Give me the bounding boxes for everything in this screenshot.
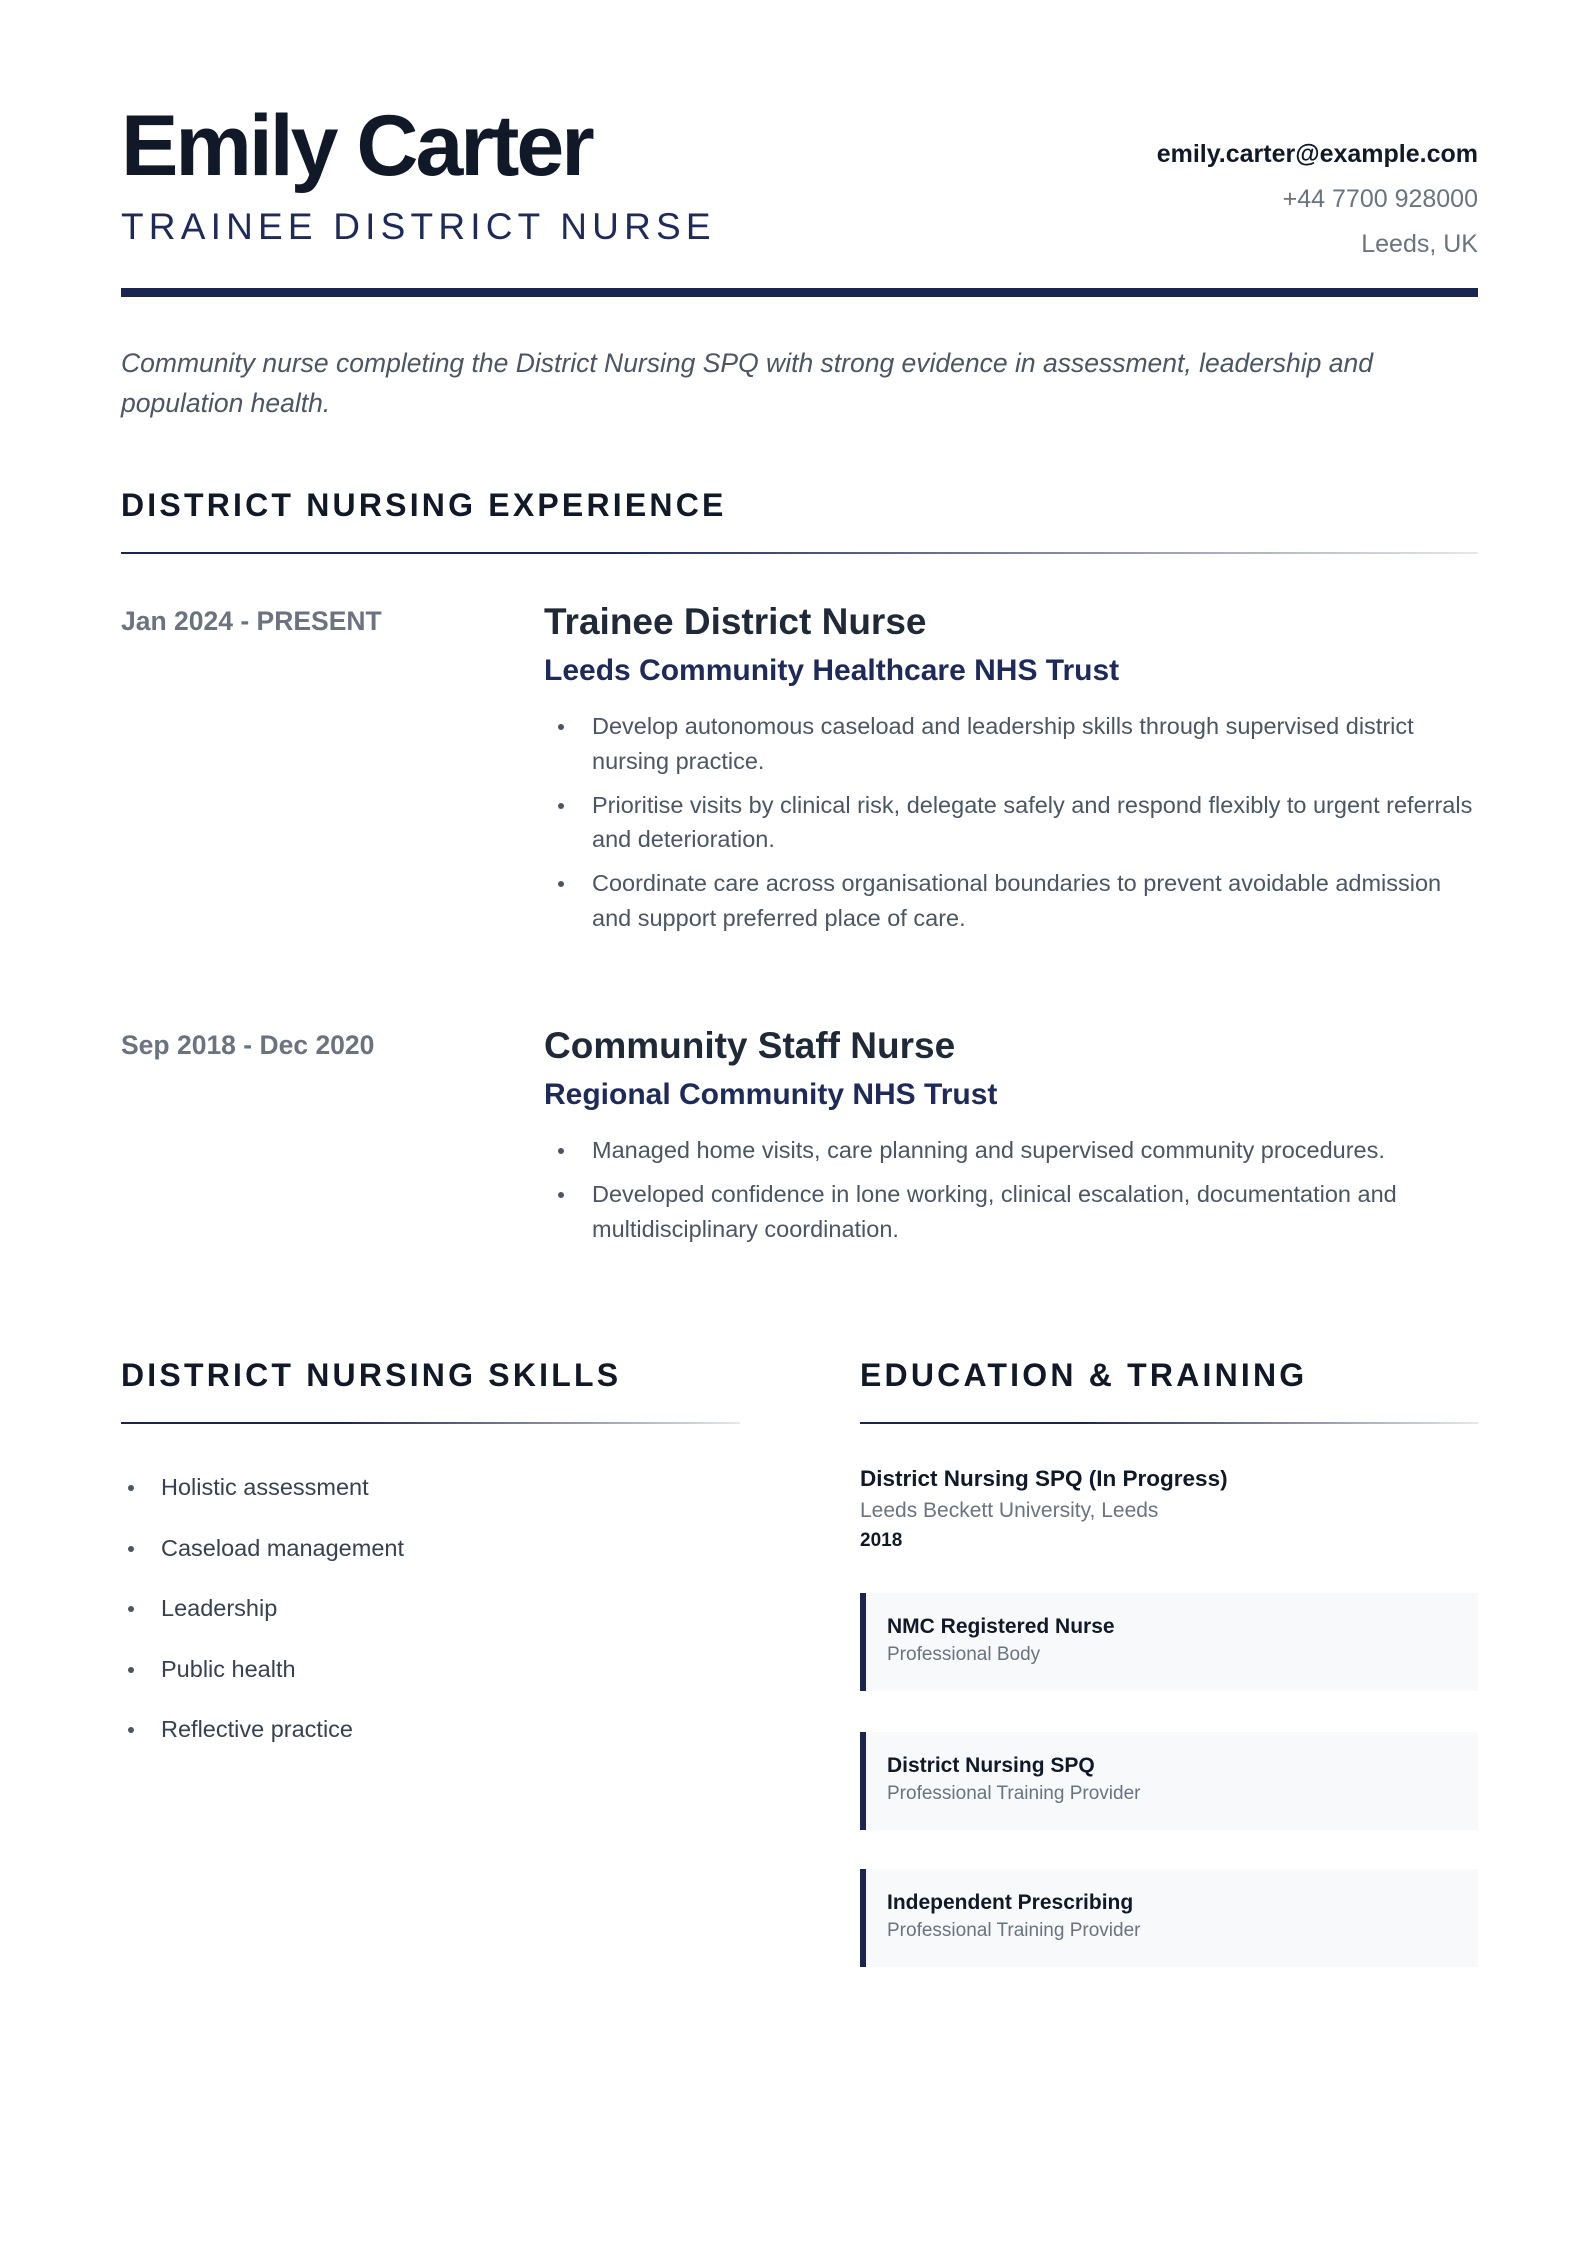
job-bullet: Prioritise visits by clinical risk, delegate safely and respond flexibly to urgent referrals and deterioration.	[544, 788, 1478, 857]
certification-title: NMC Registered Nurse	[887, 1615, 1115, 1638]
skills-list	[121, 1466, 740, 1769]
skill-item: Public health	[121, 1648, 740, 1709]
certification-provider: Professional Body	[887, 1644, 1041, 1665]
resume-page	[121, 0, 1478, 2246]
profile-summary: Community nurse completing the District Nursing SPQ with strong evidence in assessment, leadership and population health.	[121, 348, 1373, 418]
certification-title: District Nursing SPQ	[887, 1754, 1095, 1777]
experience-divider	[121, 552, 1478, 554]
contact-location: Leeds, UK	[1361, 230, 1478, 258]
header-divider	[121, 288, 1478, 297]
job-dates: Sep 2018 - Dec 2020	[121, 1030, 375, 1060]
skill-item: Reflective practice	[121, 1708, 740, 1769]
certification-provider: Professional Training Provider	[887, 1920, 1141, 1941]
education-entry	[860, 1464, 1478, 1554]
contact-phone[interactable]: +44 7700 928000	[1282, 185, 1478, 213]
contact-block	[1157, 132, 1478, 267]
education-heading: EDUCATION & TRAINING	[860, 1357, 1308, 1393]
candidate-name: Emily Carter	[121, 98, 592, 194]
education-institution: Leeds Beckett University, Leeds	[860, 1499, 1159, 1522]
job-bullet-list	[544, 1133, 1478, 1246]
job-role: Trainee District Nurse	[544, 601, 927, 642]
candidate-title: TRAINEE DISTRICT NURSE	[121, 206, 716, 247]
job-organisation: Regional Community NHS Trust	[544, 1078, 998, 1111]
certification-card	[860, 1869, 1478, 1967]
job-bullet-list	[544, 709, 1478, 935]
job-bullet: Managed home visits, care planning and supervised community procedures.	[544, 1133, 1478, 1168]
certification-card	[860, 1593, 1478, 1691]
job-dates: Jan 2024 - PRESENT	[121, 606, 382, 636]
education-year: 2018	[860, 1530, 903, 1551]
certification-card	[860, 1732, 1478, 1830]
certification-provider: Professional Training Provider	[887, 1783, 1141, 1804]
skills-divider	[121, 1422, 740, 1424]
job-details	[544, 1025, 1478, 1256]
skill-item: Caseload management	[121, 1527, 740, 1588]
skills-heading: DISTRICT NURSING SKILLS	[121, 1357, 622, 1393]
job-bullet: Developed confidence in lone working, clinical escalation, documentation and multidisciplinary coordination.	[544, 1177, 1478, 1246]
job-organisation: Leeds Community Healthcare NHS Trust	[544, 654, 1120, 687]
education-divider	[860, 1422, 1478, 1424]
job-details	[544, 601, 1478, 945]
contact-email[interactable]: emily.carter@example.com	[1156, 140, 1478, 168]
experience-heading: DISTRICT NURSING EXPERIENCE	[121, 487, 727, 523]
skill-item: Leadership	[121, 1587, 740, 1648]
job-bullet: Coordinate care across organisational boundaries to prevent avoidable admission and support preferred place of care.	[544, 866, 1478, 935]
certification-title: Independent Prescribing	[887, 1891, 1134, 1914]
education-title: District Nursing SPQ (In Progress)	[860, 1466, 1228, 1491]
skill-item: Holistic assessment	[121, 1466, 740, 1527]
job-role: Community Staff Nurse	[544, 1025, 956, 1066]
resume-header	[121, 96, 1478, 296]
job-bullet: Develop autonomous caseload and leadership skills through supervised district nursing practice.	[544, 709, 1478, 778]
